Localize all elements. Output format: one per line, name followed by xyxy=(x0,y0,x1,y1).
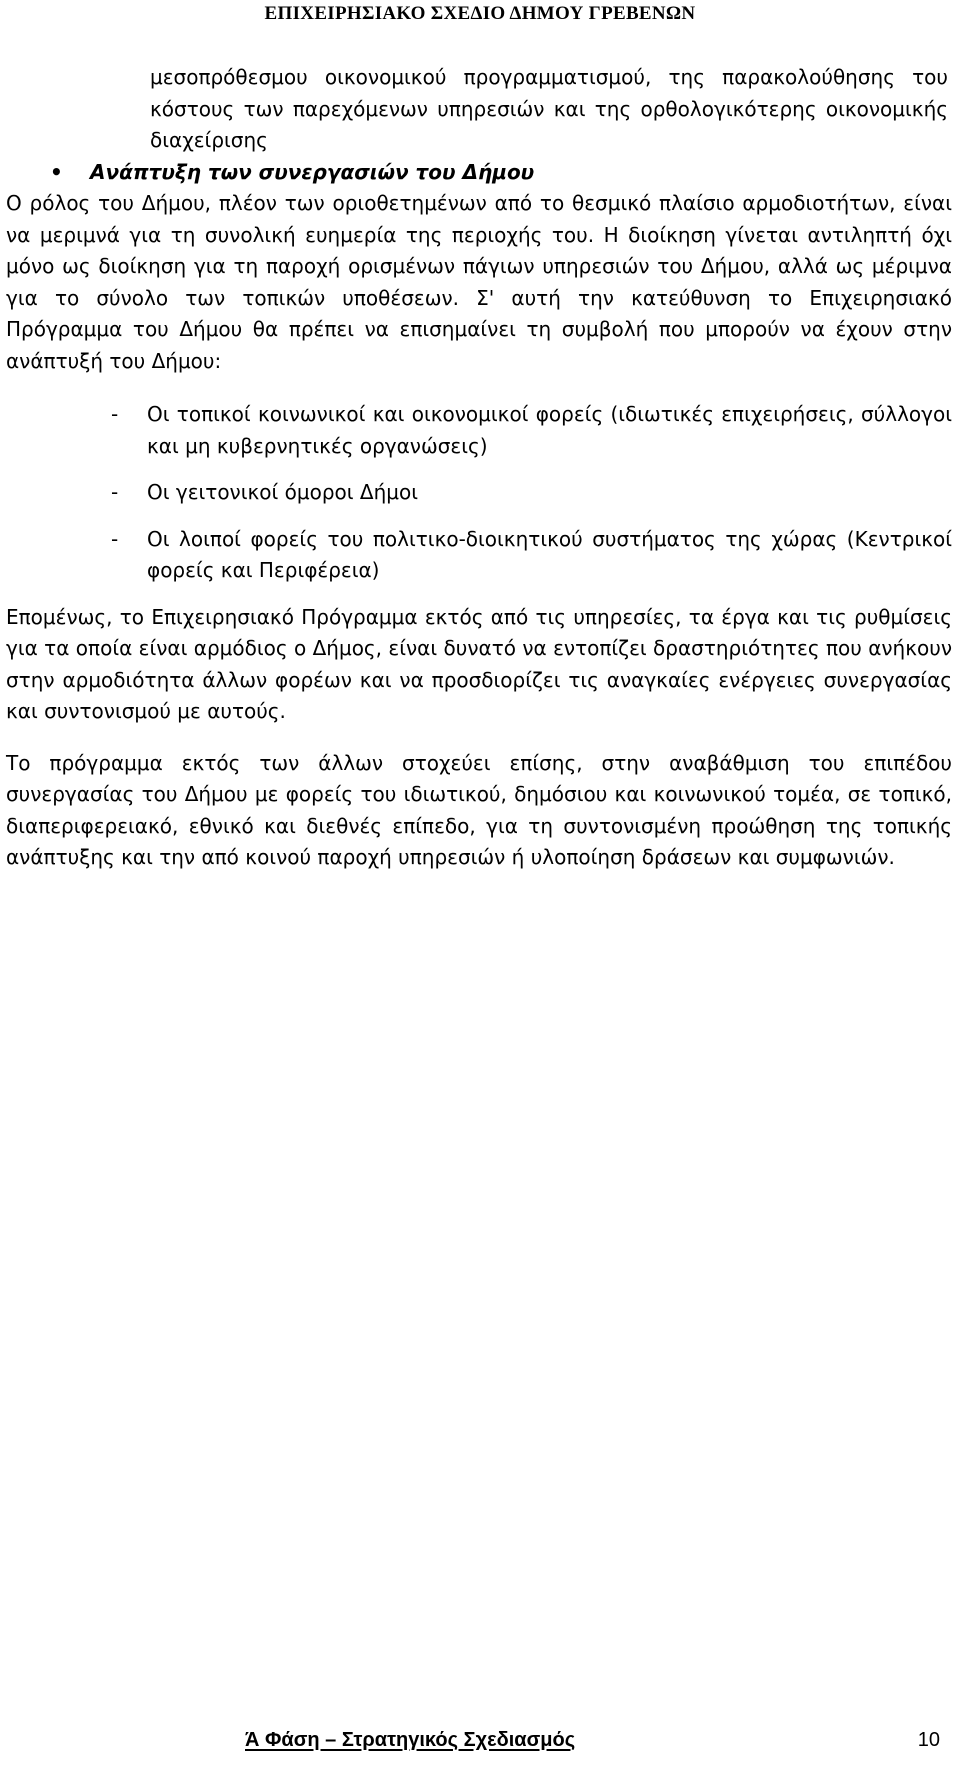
page-footer xyxy=(0,1722,960,1758)
bullet-icon: • xyxy=(50,159,63,184)
page-header: ΕΠΙΧΕΙΡΗΣΙΑΚΟ ΣΧΕΔΙΟ ΔΗΜΟΥ ΓΡΕΒΕΝΩΝ xyxy=(264,3,696,24)
dash-bullet: - xyxy=(111,480,119,504)
list-item-text: Οι γειτονικοί όμοροι Δήμοι xyxy=(147,480,418,504)
footer-title: Ά Φάση – Στρατηγικός Σχεδιασμός xyxy=(245,1729,576,1751)
page-number: 10 xyxy=(917,1729,940,1751)
document-body xyxy=(6,62,954,874)
list-item xyxy=(6,524,954,587)
actors-list xyxy=(6,399,954,587)
list-item xyxy=(6,399,954,462)
list-item-text: Οι τοπικοί κοινωνικοί και οικονομικοί φορείς (ιδιωτικές επιχειρήσεις, σύλλογοι και μη κυβερνητικές οργανώσεις) xyxy=(147,402,952,458)
section-heading: Ανάπτυξη των συνεργασιών του Δήμου xyxy=(90,159,535,184)
paragraph-1: Ο ρόλος του Δήμου, πλέον των οριοθετημένων από το θεσμικό πλαίσιο αρμοδιοτήτων, είναι να μεριμνά για τη συνολική ευημερία της περιοχής του. Η διοίκηση γίνεται αντιληπτή όχι μόνο ως διοίκηση για τη παροχή ορισμένων πάγιων υπηρεσιών του Δήμου, αλλά ως μέριμνα για το σύνολο των τοπικών υποθέσεων. Σ' αυτή την κατεύθυνση το Επιχειρησιακό Πρόγραμμα του Δήμου θα πρέπει να επισημαίνει τη συμβολή που μπορούν να έχουν στην ανάπτυξή του Δήμου: xyxy=(6,191,952,373)
paragraph-2: Επομένως, το Επιχειρησιακό Πρόγραμμα εκτός από τις υπηρεσίες, τα έργα και τις ρυθμίσεις για τα οποία είναι αρμόδιος ο Δήμος, είναι δυνατό να εντοπίζει δραστηριότητες που ανήκουν στην αρμοδιότητα άλλων φορέων και να προσδιορίζει τις αναγκαίες ενέργειες συνεργασίας και συντονισμού με αυτούς. xyxy=(6,604,952,723)
paragraph-3: Το πρόγραμμα εκτός των άλλων στοχεύει επίσης, στην αναβάθμιση του επιπέδου συνεργασίας του Δήμου με φορείς του ιδιωτικού, δημόσιου και κοινωνικού τομέα, σε τοπικό, διαπεριφερειακό, εθνικό και διεθνές επίπεδο, για τη συντονισμένη προώθηση της τοπικής ανάπτυξης και την από κοινού παροχή υπηρεσιών ή υλοποίηση δράσεων και συμφωνιών. xyxy=(6,750,952,869)
dash-bullet: - xyxy=(111,402,119,426)
dash-bullet: - xyxy=(111,526,119,551)
continuation-text: μεσοπρόθεσμου οικονομικού προγραμματισμού, της παρακολούθησης του κόστους των παρεχόμενων υπηρεσιών και της ορθολογικότερης οικονομικής διαχείρισης xyxy=(150,65,948,152)
list-item xyxy=(6,477,954,509)
bullet-heading xyxy=(6,157,954,189)
list-item-text: Οι λοιποί φορείς του πολιτικο-διοικητικού συστήματος της χώρας (Κεντρικοί φορείς και Περιφέρεια) xyxy=(147,526,952,582)
